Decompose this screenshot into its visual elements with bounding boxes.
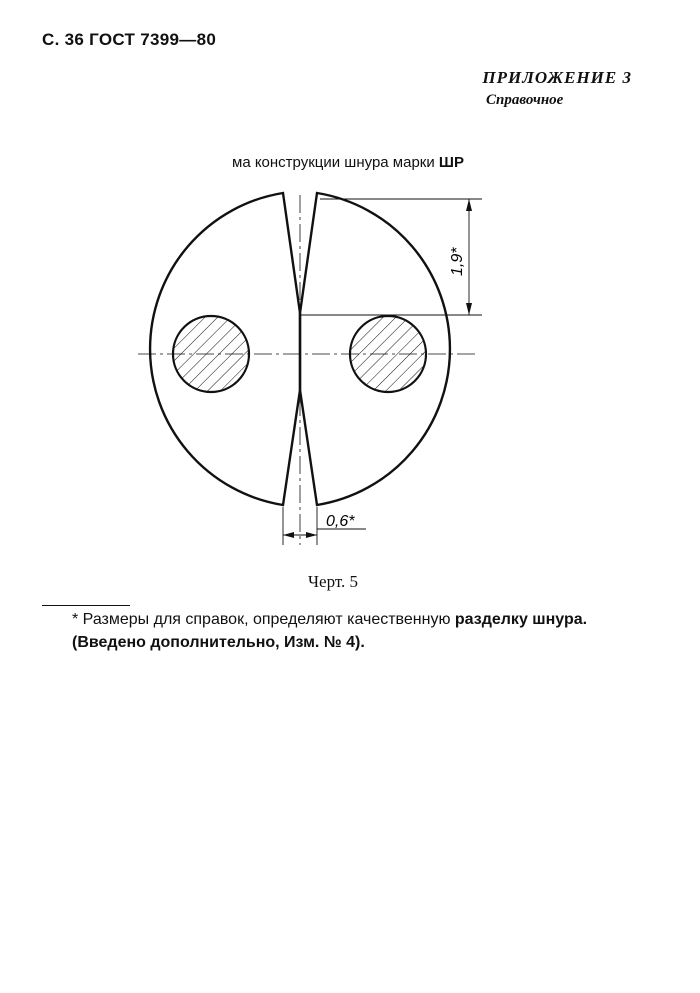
amendment-note: (Введено дополнительно, Изм. № 4). (72, 634, 365, 651)
page-header: С. 36 ГОСТ 7399—80 (42, 30, 217, 49)
dim-arrow-right (306, 532, 317, 538)
footnote-divider (42, 605, 130, 606)
caption-mark: ШР (438, 154, 464, 171)
dim-arrow-bottom (466, 303, 472, 315)
dim-arrow-left (283, 532, 294, 538)
appendix-title: ПРИЛОЖЕНИЕ 3 (482, 68, 632, 87)
appendix-subtitle: Справочное (486, 92, 564, 108)
footnote (72, 611, 587, 629)
dim-label-horizontal: 0,6* (326, 513, 355, 530)
figure-label: Черт. 5 (308, 572, 359, 591)
dim-arrow-top (466, 199, 472, 211)
footnote-emphasis: разделку шнура. (454, 611, 588, 628)
footnote-text: * Размеры для справок, определяют качественную (72, 611, 455, 628)
caption-text: ма конструкции шнура марки (232, 154, 439, 171)
dim-label-vertical: 1,9* (449, 247, 466, 276)
